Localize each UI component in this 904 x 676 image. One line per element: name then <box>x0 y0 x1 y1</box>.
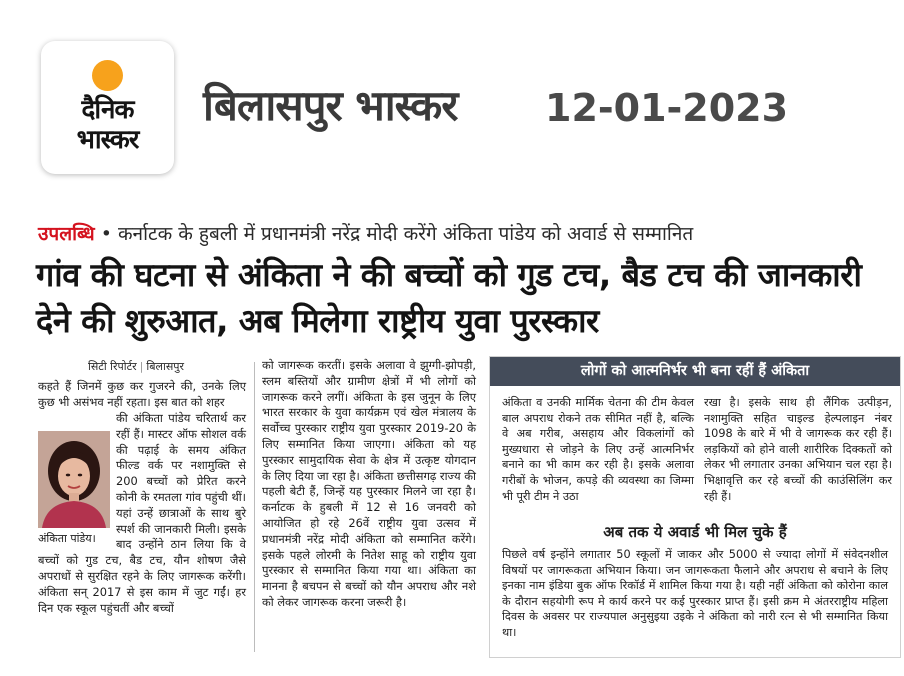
logo-text-line2: भास्कर <box>76 125 139 155</box>
logo-text-line1: दैनिक <box>81 95 134 125</box>
byline <box>88 360 184 374</box>
article-body-paragraph <box>38 411 246 616</box>
sidebar-text-left: अंकिता व उनकी मार्मिक चेतना की टीम केवल बाल अपराध रोकने तक सीमित नहीं है, बल्कि वे अब गरीब, असहाय और विकलांगों को मुख्यधारा से जोड़ने के लिए उन्हें आत्मनिर्भर बनाने का भी काम कर रही है। इसके अलावा गरीबों के भोजन, कपड़े की व्यवस्था का जिम्मा भी पूरी टीम ने उठा <box>502 396 694 503</box>
headline: गांव की घटना से अंकिता ने की बच्चों को गुड टच, बैड टच की जानकारी देने की शुरुआत, अब मिलेगा राष्ट्रीय युवा पुरस्कार <box>36 256 862 340</box>
byline-city: बिलासपुर <box>146 360 185 373</box>
byline-separator: | <box>139 360 144 373</box>
photo-spacer <box>38 411 116 541</box>
article-column-1-body <box>38 411 246 616</box>
article-column-2 <box>262 358 476 611</box>
edition-date: 12-01-2023 <box>545 86 789 130</box>
sidebar-title: लोगों को आत्मनिर्भर भी बना रहीं हैं अंकिता <box>490 357 900 386</box>
kicker-text: • कर्नाटक के हुबली में प्रधानमंत्री नरेंद्र मोदी करेंगे अंकिता पांडेय को अवार्ड से सम्मानित <box>100 223 694 245</box>
byline-reporter: सिटी रिपोर्टर <box>88 360 137 373</box>
edition-name: बिलासपुर भास्कर <box>203 81 458 130</box>
article-column-2-text: को जागरूक करतीं। इसके अलावा वे झुग्गी-झोपड़ी, स्लम बस्तियों और ग्रामीण क्षेत्रों में भी लोगों को जागरूक करने लगीं। अंकिता के इस जुनून के लिए भारत सरकार के युवा कार्यक्रम एवं खेल मंत्रालय के सर्वोच्च पुरस्कार राष्ट्रीय युवा पुरस्कार 2019-20 के लिए सम्मानित किया जाएगा। अंकिता को यह पुरस्कार सामुदायिक सेवा के क्षेत्र में उत्कृष्ट योगदान के लिए दिया जा रहा है। अंकिता छत्तीसगढ़ राज्य की पहली बेटी हैं, जिन्हें यह पुरस्कार मिलने जा रहा है। कर्नाटक के हुबली में 12 से 16 जनवरी को आयोजित हो रहे 26वें राष्ट्रीय युवा उत्सव में प्रधानमंत्री नरेंद्र मोदी अंकिता को सम्मानित करेंगे। इसके पहले लोरमी के नितेश साहू को राष्ट्रीय युवा पुरस्कार से सम्मानित किया गया था। अंकिता का मानना है बचपन से बच्चों को यौन अपराध और नशे को लेकर जागरूक करना जरूरी है। <box>262 358 476 609</box>
kicker-label: उपलब्धि <box>38 223 95 245</box>
sidebar-subheading: अब तक ये अवार्ड भी मिल चुके हैं <box>603 523 787 541</box>
sidebar-awards-text: पिछले वर्ष इन्होंने लगातार 50 स्कूलों में जाकर और 5000 से ज्यादा लोगों में संवेदनशील विषयों पर जागरूकता अभियान किया। जन जागरूकता फैलाने और अपराध से बचाने के लिए इनका नाम इंडिया बुक ऑफ रिकॉर्ड में शामिल किया गया है। यही नहीं अंकिता को कोरोना काल के दौरान सहयोगी रूप मे कार्य करने पर कई पुरस्कार प्राप्त हैं। इसी क्रम मे अंतरराष्ट्रीय महिला दिवस के अवसर पर राज्यपाल अनुसुइया उइके ने अंकिता को नारी रत्न से भी सम्मानित किया था। <box>502 548 888 639</box>
article-body-text: की अंकिता पांडेय चरितार्थ कर रहीं हैं। मास्टर ऑफ सोशल वर्क की पढ़ाई के समय अंकित फील्ड वर्क पर नशामुक्ति से 200 बच्चों को प्रेरित करने कोनी के रमतला गांव पहुंची थीं। यहां उन्हें छात्राओं के साथ बुरे स्पर्श की जानकारी मिली। इसके बाद उन्होंने ठान लिया कि वे बच्चों को गुड टच, बैड टच, यौन शोषण जैसे अपराधों से सुरक्षित रहने के लिए जागरूक करेंगी। अंकिता सन् 2017 से इस काम में जुट गईं। हर दिन एक स्कूल पहुंचतीं और बच्चों <box>38 411 246 615</box>
photo-caption: अंकिता पांडेय। <box>38 532 96 545</box>
newspaper-logo <box>41 41 174 174</box>
sidebar-text-right: रखा है। इसके साथ ही लैंगिक उत्पीड़न, नशामुक्ति सहित चाइल्ड हेल्पलाइन नंबर 1098 के बारे में भी वे जागरूक कर रही हैं। लड़कियों को होने वाली शारीरिक दिक्कतों को लेकर भी लगातार उनका अभियान चल रहा है। भिक्षावृत्ति कर रहे बच्चों की काउंसिलिंग कर रही हैं। <box>704 396 892 503</box>
column-divider <box>254 362 255 652</box>
sidebar-box <box>489 356 901 658</box>
kicker <box>38 222 693 246</box>
sun-icon <box>92 60 123 91</box>
article-lead-paragraph: कहते हैं जिनमें कुछ कर गुजरने की, उनके लिए कुछ भी असंभव नहीं रहता। इस बात को शहर <box>38 379 246 409</box>
